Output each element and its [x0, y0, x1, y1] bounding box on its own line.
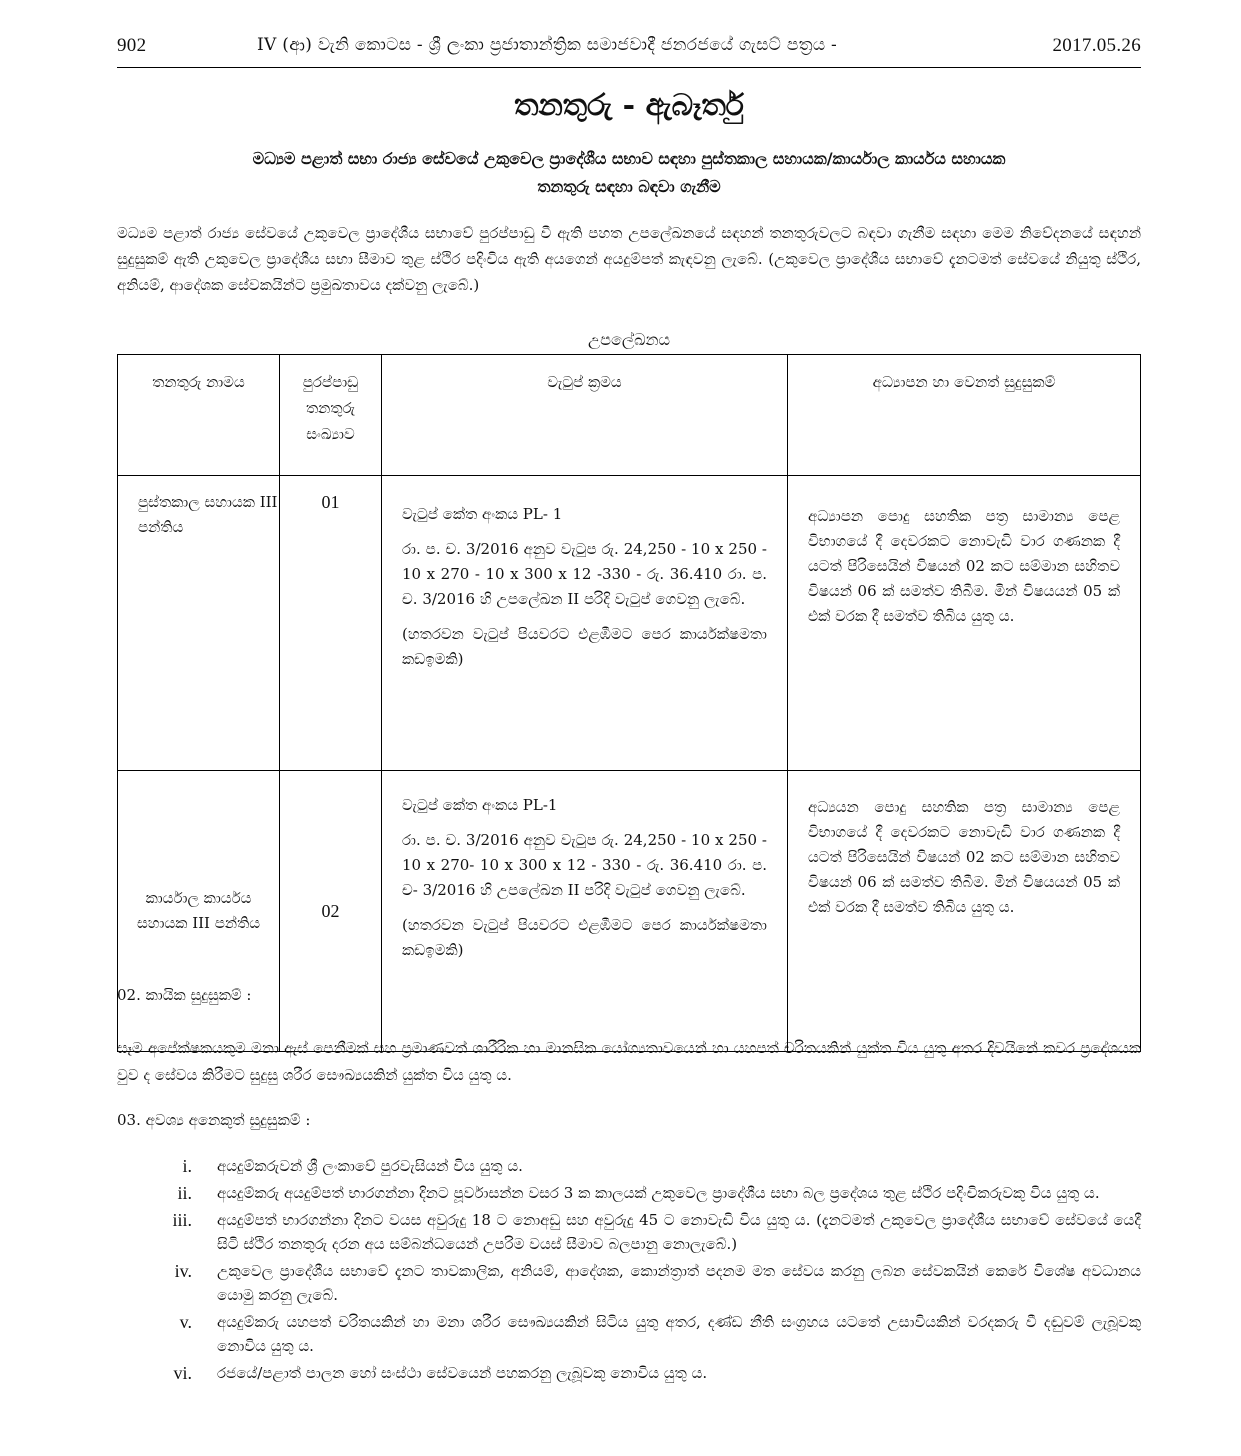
notice-subtitle [117, 145, 1141, 201]
col-header-qualifications: අධ්‍යාපන හා වෙනත් සුදුසුකම් [788, 355, 1141, 476]
item-text: අයදුම්පත් භාරගන්නා දිනට වයස අවුරුදු 18 ට නොඅඩු සහ අවුරුදු 45 ට නොවැඩි විය යුතු ය. (දැනටමත් උකුවෙල ප්‍රාදේශීය සභාවේ සේවයේ යෙදී සිටි ස්ථිර තනතුරු දරන අය සම්බන්ධයෙන් උපරිම වයස් සීමාව බලපානු නොලැබේ.) [217, 1211, 1141, 1253]
salary-code: වැටුප් කේත අංකය PL-1 [402, 796, 558, 814]
schedule-caption: උපලේඛනය [587, 330, 671, 349]
gazette-date: 2017.05.26 [1052, 35, 1141, 56]
item-number: iv. [174, 1261, 192, 1281]
salary-note: (හතරවන වැටුප් පියවරට එළඹීමට පෙර කාර්යක්ෂමතා කඩඉමකි) [402, 625, 767, 668]
post-name-cell: පුස්තකාල සහායක III පන්තිය [118, 476, 280, 771]
list-item [117, 1361, 1141, 1385]
header-rule [117, 67, 1141, 68]
item-number: v. [179, 1312, 192, 1332]
requirements-list [117, 1154, 1141, 1388]
item-text: රජයේ/පළාත් පාලන හෝ සංස්ථා සේවයෙන් පහකරනු ලැබූවකු නොවිය යුතු ය. [217, 1364, 708, 1382]
list-item [117, 1208, 1141, 1256]
subtitle-line-1: මධ්‍යම පළාත් සභා රාජ්‍ය සේවයේ උකුවෙල ප්‍රාදේශීය සභාව සඳහා පුස්තකාල සහායක/කාර්යාල කාර්යය සහායක [252, 149, 1006, 168]
post-name-cell: කාර්යාල කාර්යය සහායක III පන්තිය [118, 771, 280, 1052]
table-header-row [118, 355, 1141, 476]
intro-paragraph: මධ්‍යම පළාත් රාජ්‍ය සේවයේ උකුවෙල ප්‍රාදේශීය සභාවේ පුරප්පාඩු වී ඇති පහත උපලේඛනයේ සඳහන් තනතුරුවලට බඳවා ගැනීම සඳහා මෙම නිවේදනයේ සඳහන් සුදුසුකම් ඇති උකුවෙල ප්‍රාදේශීය සභා සීමාව තුළ ස්ථිර පදිංචිය ඇති අයගෙන් අයදුම්පත් කැඳවනු ලැබේ. (උකුවෙල ප්‍රාදේශීය සභාවේ දැනටමත් සේවයේ නියුතු ස්ථිර, අනියම්, ආදේශක සේවකයින්ට ප්‍රමුඛතාවය දක්වනු ලැබේ.) [117, 224, 1141, 294]
qualification-cell: අධ්‍යයන පොදු සහතික පත්‍ර සාමාන්‍ය පෙළ විභාගයේ දී දෙවරකට නොවැඩි වාර ගණනක දී යටත් පිරිසෙයින් විෂයන් 02 කට සම්මාන සහිතව විෂයන් 06 ක් සමත්ව තිබීම. මින් විෂයයන් 05 ක් එක් වරක දී සමත්ව තිබිය යුතු ය. [788, 771, 1141, 1052]
salary-scale-text: රා. ප. ච. 3/2016 අනුව වැටුප රු. 24,250 - 10 x 250 - 10 x 270- 10 x 300 x 12 - 330 - රු. 36.410 රා. ප. ච- 3/2016 හි උපලේඛන II පරිදි වැටුප් ගෙවනු ලැබේ. [402, 831, 767, 899]
col-header-vacancies: පුරප්පාඩු තනතුරු සංඛ්‍යාව [280, 355, 382, 476]
qualification-cell: අධ්‍යාපන පොදු සහතික පත්‍ර සාමාන්‍ය පෙළ විභාගයේ දී දෙවරකට නොවැඩි වාර ගණනක දී යටත් පිරිසෙයින් විෂයන් 02 කට සම්මාන සහිතව විෂයන් 06 ක් සමත්ව තිබීම. මින් විෂයයන් 05 ක් එක් වරක දී සමත්ව තිබිය යුතු ය. [788, 476, 1141, 771]
subtitle-line-2: තනතුරු සඳහා බඳවා ගැනීම [537, 177, 721, 196]
section-2-text: සෑම අපේක්ෂකයකුම මනා ඇස් පෙනීමක් සහ ප්‍රමාණවත් ශාරීරික හා මානසික යෝග්‍යතාවයෙන් හා යහපත් චරිතයකින් යුක්ත විය යුතු අතර දිවයිනේ කවර ප්‍රදේශයක වුව ද සේවය කිරීමට සුදුසු ශරීර සෞඛ්‍යයකින් යුක්ත විය යුතු ය. [117, 1039, 1141, 1084]
gazette-title: IV (ආ) වැනි කොටස - ශ්‍රී ලංකා ප්‍රජාතාන්ත්‍රික සමාජවාදී ජනරජයේ ගැසට් පත්‍රය - [257, 35, 838, 55]
vacancy-count-cell: 02 [280, 771, 382, 1052]
salary-cell [382, 771, 788, 1052]
salary-code: වැටුප් කේත අංකය PL- 1 [402, 505, 563, 523]
item-number: iii. [172, 1210, 192, 1230]
list-item [117, 1259, 1141, 1307]
page-number: 902 [117, 35, 147, 56]
page-title: තනතුරු - ඇබෑර්තු [514, 88, 744, 123]
col-header-post: තනතුරු නාමය [118, 355, 280, 476]
item-number: vi. [173, 1363, 192, 1383]
section-2-heading: 02. කායික සුදුසුකම් : [117, 986, 252, 1004]
item-text: උකුවෙල ප්‍රාදේශීය සභාවේ දැනට තාවකාලික, අනියම්, ආදේශක, කොන්ත්‍රාත් පදනම මත සේවය කරනු ලබන සේවකයින් කෙරේ විශේෂ අවධානය යොමු කරනු ලැබේ. [217, 1262, 1141, 1304]
schedule-table [117, 354, 1141, 1052]
table-row [118, 771, 1141, 1052]
col-header-salary: වැටුප් ක්‍රමය [382, 355, 788, 476]
item-text: අයදුම්කරු යහපත් චරිතයකින් හා මනා ශරීර සෞඛ්‍යයකින් සිටිය යුතු අතර, දණ්ඩ නීති සංග්‍රහය යටතේ උසාවියකින් වරදකරු වී දඬුවම් ලැබූවකු නොවිය යුතු ය. [217, 1313, 1141, 1355]
vacancy-count-cell: 01 [280, 476, 382, 771]
salary-note: (හතරවන වැටුප් පියවරට එළඹීමට පෙර කාර්යක්ෂමතා කඩඉමකි) [402, 916, 767, 959]
section-3-heading: 03. අවශ්‍ය අනෙකුත් සුදුසුකම් : [117, 1111, 311, 1129]
item-number: i. [182, 1156, 192, 1176]
list-item [117, 1181, 1141, 1205]
item-number: ii. [177, 1183, 192, 1203]
salary-scale-text: රා. ප. ච. 3/2016 අනුව වැටුප රු. 24,250 - 10 x 250 - 10 x 270 - 10 x 300 x 12 -330 - රු. 36.410 රා. ප. ච. 3/2016 හි උපලේඛන II පරිදි වැටුප් ගෙවනු ලැබේ. [402, 540, 767, 608]
table-row [118, 476, 1141, 771]
page-header [117, 30, 1141, 64]
list-item [117, 1310, 1141, 1358]
item-text: අයදුම්කරු අයදුම්පත් භාරගන්නා දිනට පූර්වාසන්න වසර 3 ක කාලයක් උකුවෙල ප්‍රාදේශීය සභා බල ප්‍රදේශය තුළ ස්ථිර පදිංචිකරුවකු විය යුතු ය. [217, 1184, 1100, 1202]
list-item [117, 1154, 1141, 1178]
item-text: අයදුම්කරුවන් ශ්‍රී ලංකාවේ පුරවැසියන් විය යුතු ය. [217, 1157, 523, 1175]
salary-cell [382, 476, 788, 771]
